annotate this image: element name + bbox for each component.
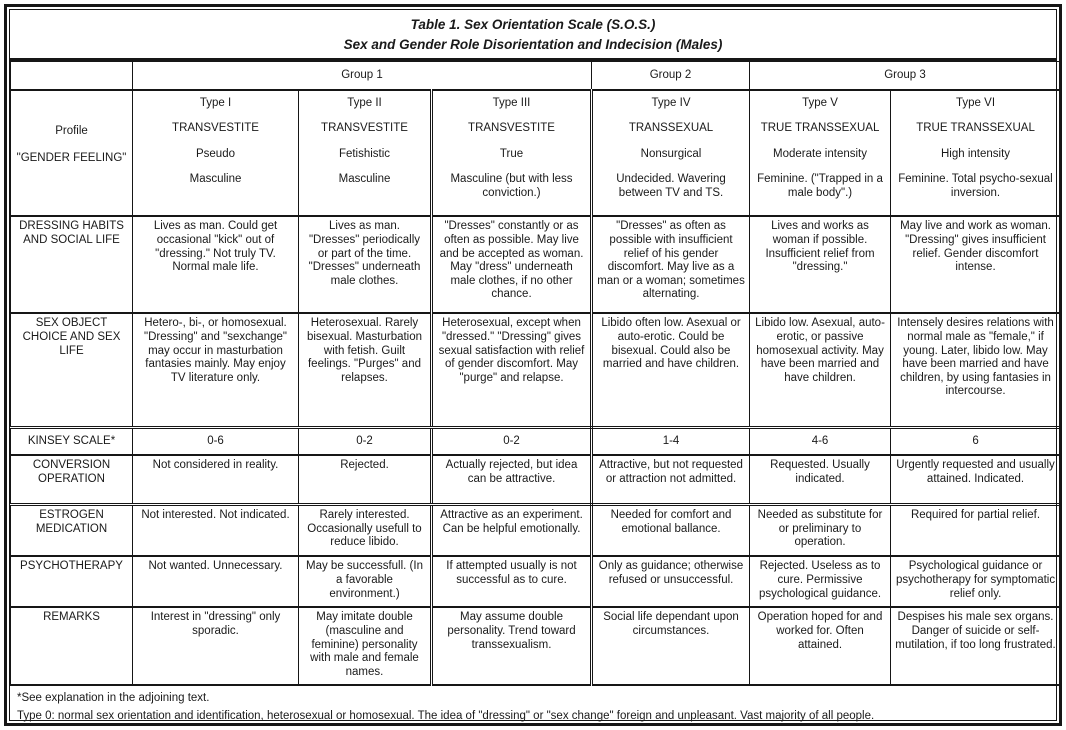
- profile-header-row: [11, 90, 1061, 217]
- cell: Operation hoped for and worked for. Often attained.: [750, 607, 891, 685]
- row-label: DRESSING HABITS AND SOCIAL LIFE: [11, 216, 133, 313]
- cell: Heterosexual. Rarely bisexual. Masturbation with fetish. Guilt feelings. "Purges" and relapses.: [299, 313, 432, 427]
- footnote-asterisk: *See explanation in the adjoining text.: [17, 692, 210, 705]
- type-feeling: Feminine. Total psycho-sexual inversion.: [898, 173, 1053, 199]
- type-subtype: True: [499, 147, 524, 160]
- cell: May assume double personality. Trend toward transsexualism.: [432, 607, 592, 685]
- group2-header: Group 2: [592, 62, 750, 90]
- row-remarks: [11, 607, 1061, 685]
- cell: May imitate double (masculine and feminine) personality with male and female names.: [299, 607, 432, 685]
- cell: Heterosexual, except when "dressed." "Dressing" gives sexual satisfaction with relief of gender discomfort. May "purge" and relapse.: [432, 313, 592, 427]
- type-name: Type VI: [956, 96, 996, 109]
- table-title-line2: Sex and Gender Role Disorientation and Indecision (Males): [343, 36, 723, 52]
- type-name: Type III: [492, 96, 531, 109]
- cell: If attempted usually is not successful as to cure.: [432, 556, 592, 607]
- cell: Despises his male sex organs. Danger of suicide or self-mutilation, if too long frustrated.: [891, 607, 1061, 685]
- cell: Needed for comfort and emotional ballance.: [592, 504, 750, 556]
- type-name: Type II: [347, 96, 382, 109]
- profile-cell-type-ii: [299, 90, 432, 217]
- cell: Needed as substitute for or preliminary to operation.: [750, 504, 891, 556]
- row-label: ESTROGEN MEDICATION: [11, 504, 133, 556]
- table-title-line1: Table 1. Sex Orientation Scale (S.O.S.): [410, 17, 656, 32]
- row-estrogen-medication: [11, 504, 1061, 556]
- type-feeling: Masculine: [338, 173, 391, 186]
- profile-cell-type-iii: [432, 90, 592, 217]
- row-label: CONVERSION OPERATION: [11, 455, 133, 504]
- type-subtype: High intensity: [940, 147, 1011, 160]
- corner-cell: [11, 62, 133, 90]
- row-label: PSYCHOTHERAPY: [11, 556, 133, 607]
- type-category: TRANSVESTITE: [172, 122, 259, 135]
- cell: Lives as man. Could get occasional "kick" out of "dressing." Not truly TV. Normal male life.: [133, 216, 299, 313]
- cell: Only as guidance; otherwise refused or unsuccessful.: [592, 556, 750, 607]
- cell: "Dresses" constantly or as often as possible. May live and be accepted as woman. May "dress" underneath male clothes, if no other chance.: [432, 216, 592, 313]
- cell: 0-6: [133, 427, 299, 455]
- cell: 6: [891, 427, 1061, 455]
- type-name: Type V: [802, 96, 838, 109]
- type-feeling: Masculine: [189, 173, 242, 186]
- table-frame: [9, 9, 1057, 721]
- cell: 0-2: [432, 427, 592, 455]
- cell: Required for partial relief.: [891, 504, 1061, 556]
- cell: Actually rejected, but idea can be attractive.: [432, 455, 592, 504]
- cell: Libido often low. Asexual or auto-erotic. Could be bisexual. Could also be married and have children.: [592, 313, 750, 427]
- type-subtype: Nonsurgical: [640, 147, 702, 160]
- group1-header: Group 1: [133, 62, 592, 90]
- page-border: [4, 4, 1062, 726]
- cell: Libido low. Asexual, auto-erotic, or passive homosexual activity. May have been married and have children.: [750, 313, 891, 427]
- cell: 1-4: [592, 427, 750, 455]
- type-category: TRANSVESTITE: [468, 122, 555, 135]
- row-conversion-operation: [11, 455, 1061, 504]
- profile-cell-type-i: [133, 90, 299, 217]
- type-category: TRUE TRANSSEXUAL: [916, 122, 1035, 135]
- row-label: SEX OBJECT CHOICE AND SEX LIFE: [11, 313, 133, 427]
- type-feeling: Undecided. Wavering between TV and TS.: [616, 173, 726, 199]
- type-subtype: Pseudo: [195, 147, 235, 160]
- type-subtype: Fetishistic: [338, 147, 391, 160]
- cell: 0-2: [299, 427, 432, 455]
- type-category: TRANSVESTITE: [321, 122, 408, 135]
- row-psychotherapy: [11, 556, 1061, 607]
- cell: Lives and works as woman if possible. Insufficient relief from "dressing.": [750, 216, 891, 313]
- cell: "Dresses" as often as possible with insufficient relief of his gender discomfort. May live as a man or a woman; sometimes alternating.: [592, 216, 750, 313]
- type-category: TRANSSEXUAL: [628, 122, 714, 135]
- profile-cell-type-vi: [891, 90, 1061, 217]
- type-subtype: Moderate intensity: [773, 147, 867, 160]
- cell: Not interested. Not indicated.: [133, 504, 299, 556]
- cell: Lives as man. "Dresses" periodically or part of the time. "Dresses" underneath male clothes.: [299, 216, 432, 313]
- cell: Rarely interested. Occasionally usefull to reduce libido.: [299, 504, 432, 556]
- row-label: KINSEY SCALE*: [11, 427, 133, 455]
- cell: Social life dependant upon circumstances.: [592, 607, 750, 685]
- row-sex-object-choice: [11, 313, 1061, 427]
- cell: Attractive, but not requested or attraction not admitted.: [592, 455, 750, 504]
- group-header-row: [11, 62, 1061, 90]
- table-title-block: [10, 10, 1056, 61]
- cell: May live and work as woman. "Dressing" gives insufficient relief. Gender discomfort intense.: [891, 216, 1061, 313]
- footnotes: [10, 686, 1056, 730]
- row-label-profile: [11, 90, 133, 217]
- profile-label: Profile: [55, 124, 88, 137]
- cell: Urgently requested and usually attained. Indicated.: [891, 455, 1061, 504]
- cell: Psychological guidance or psychotherapy for symptomatic relief only.: [891, 556, 1061, 607]
- cell: Interest in "dressing" only sporadic.: [133, 607, 299, 685]
- cell: Not considered in reality.: [133, 455, 299, 504]
- group3-header: Group 3: [750, 62, 1061, 90]
- cell: Attractive as an experiment. Can be helpful emotionally.: [432, 504, 592, 556]
- cell: Rejected.: [299, 455, 432, 504]
- type-feeling: Masculine (but with less conviction.): [450, 173, 573, 199]
- profile-cell-type-iv: [592, 90, 750, 217]
- cell: Hetero-, bi-, or homosexual. "Dressing" and "sexchange" may occur in masturbation fantasies mainly. May enjoy TV literature only.: [133, 313, 299, 427]
- cell: Rejected. Useless as to cure. Permissive psychological guidance.: [750, 556, 891, 607]
- row-dressing-habits: [11, 216, 1061, 313]
- type-feeling: Feminine. ("Trapped in a male body".): [757, 173, 883, 199]
- cell: Intensely desires relations with normal male as "female," if young. Later, libido low. May have been married and have children, by using fantasies in intercourse.: [891, 313, 1061, 427]
- row-label: REMARKS: [11, 607, 133, 685]
- cell: May be successfull. (In a favorable environment.): [299, 556, 432, 607]
- row-kinsey-scale: [11, 427, 1061, 455]
- cell: Requested. Usually indicated.: [750, 455, 891, 504]
- sos-table: [10, 61, 1061, 686]
- type-category: TRUE TRANSSEXUAL: [760, 122, 880, 135]
- gender-feeling-label: "GENDER FEELING": [16, 152, 127, 165]
- cell: 4-6: [750, 427, 891, 455]
- profile-cell-type-v: [750, 90, 891, 217]
- type-name: Type IV: [651, 96, 691, 109]
- type-name: Type I: [199, 96, 232, 109]
- cell: Not wanted. Unnecessary.: [133, 556, 299, 607]
- footnote-type-0: Type 0: normal sex orientation and identification, heterosexual or homosexual. The idea of "dressing" or "sex change" foreign and unpleasant. Vast majority of all people.: [17, 710, 875, 723]
